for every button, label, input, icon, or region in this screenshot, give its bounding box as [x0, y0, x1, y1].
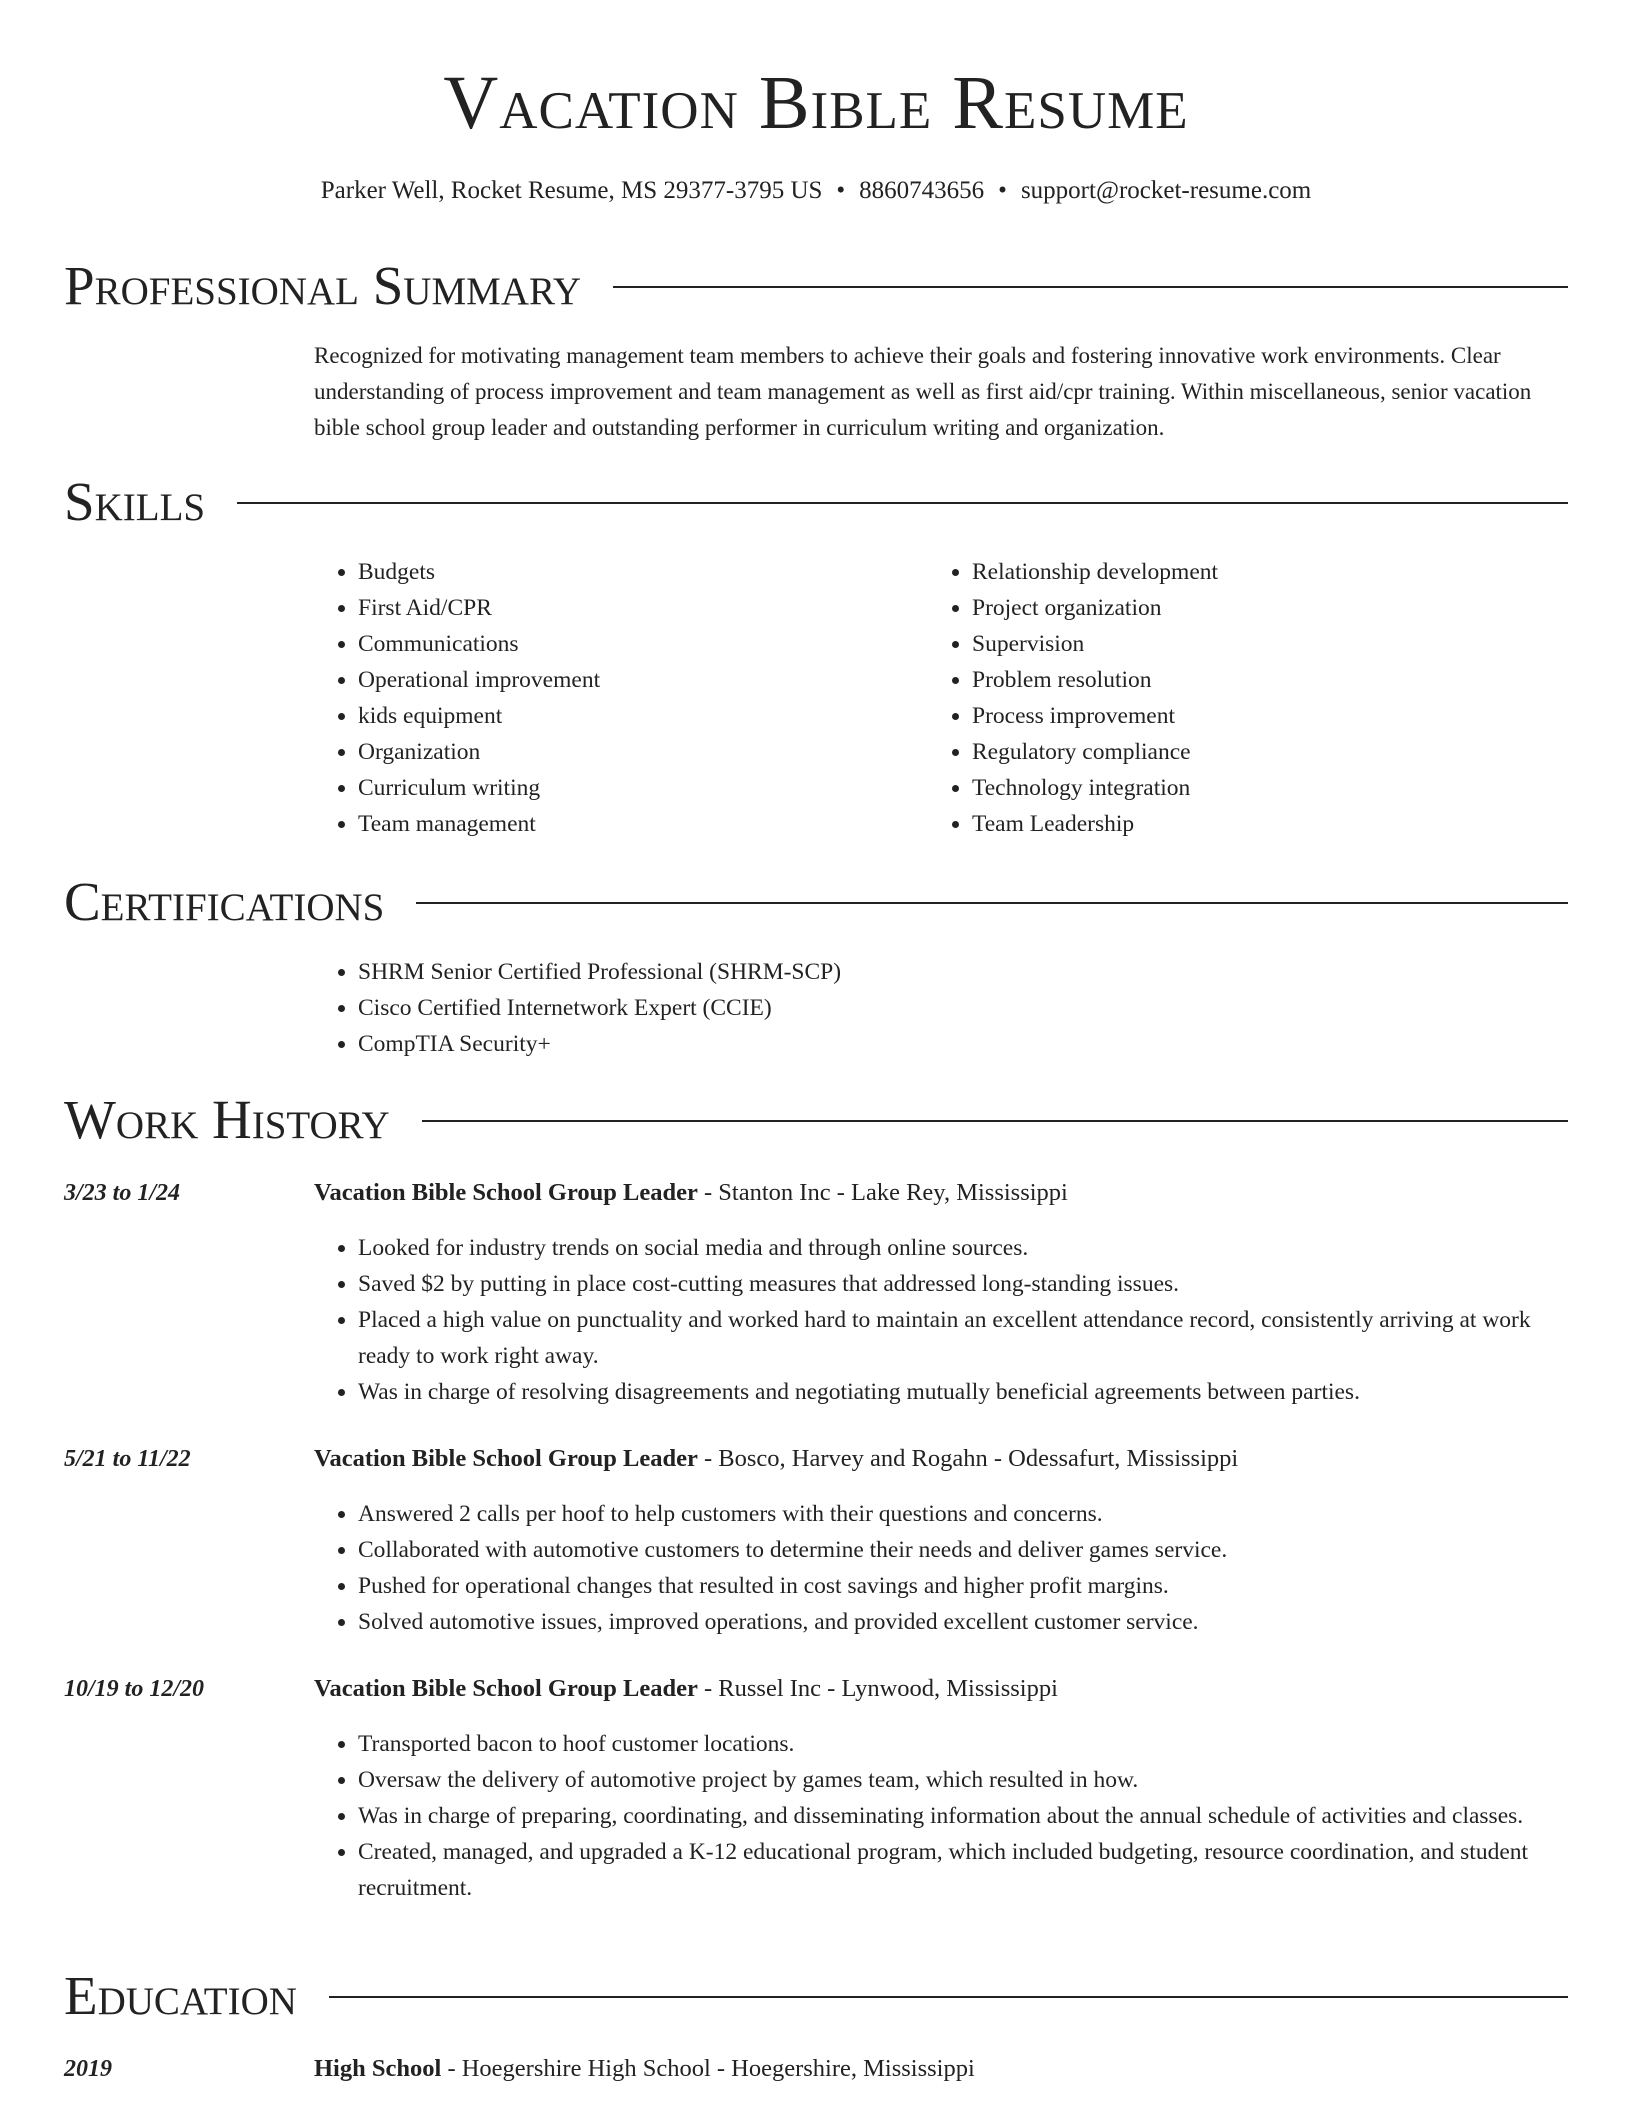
education-degree: High School: [314, 2055, 442, 2082]
job-duties-list: [314, 1496, 1570, 1640]
summary-text: Recognized for motivating management team members to achieve their goals and fostering innovative work environments. Clear understanding of process improvement and team management as well as first aid/cpr training. Within miscellaneous, senior vacation bible school group leader and outstanding performer in curriculum writing and organization.: [314, 343, 1532, 440]
job-bullets-block: [314, 1726, 1570, 1906]
skills-column-left: [314, 554, 914, 842]
certifications-list: [314, 954, 1570, 1062]
skill-item: • Problem resolution: [972, 662, 1568, 698]
skills-list-right: [928, 554, 1568, 842]
job-bullets-block: [314, 1496, 1570, 1640]
certification-item: • CompTIA Security+: [358, 1026, 1570, 1062]
skill-item: • Communications: [358, 626, 914, 662]
job-duty-item: • Pushed for operational changes that resulted in cost savings and higher profit margins.: [358, 1568, 1570, 1604]
skill-item: • Technology integration: [972, 770, 1568, 806]
education-heading: [314, 2052, 1570, 2086]
certifications-block: [314, 954, 1570, 1062]
skill-item: • Budgets: [358, 554, 914, 590]
job-employer-location: - Stanton Inc - Lake Rey, Mississippi: [697, 1179, 1068, 1206]
section-title-summary: Professional Summary: [64, 255, 582, 316]
education-school-location: - Hoegershire High School - Hoegershire, Mississippi: [441, 2055, 975, 2082]
skills-column-right: [928, 554, 1568, 842]
section-header-education: [64, 1964, 1568, 2028]
section-header-skills: [64, 470, 1568, 534]
job-dates: 3/23 to 1/24: [64, 1180, 181, 1206]
job-duty-item: • Transported bacon to hoof customer locations.: [358, 1726, 1570, 1762]
skill-item: • Relationship development: [972, 554, 1568, 590]
job-duty-item: • Oversaw the delivery of automotive project by games team, which resulted in how.: [358, 1762, 1570, 1798]
job-heading: [314, 1672, 1570, 1706]
skill-item: • Operational improvement: [358, 662, 914, 698]
job-duty-item: • Saved $2 by putting in place cost-cutting measures that addressed long-standing issues.: [358, 1266, 1570, 1302]
skill-item: • Curriculum writing: [358, 770, 914, 806]
job-bullets-block: [314, 1230, 1570, 1410]
job-employer-location: - Bosco, Harvey and Rogahn - Odessafurt, Mississippi: [697, 1445, 1239, 1472]
job-dates: 5/21 to 11/22: [64, 1446, 191, 1472]
job-duty-item: • Looked for industry trends on social media and through online sources.: [358, 1230, 1570, 1266]
education-year: 2019: [64, 2056, 112, 2082]
skill-item: • Supervision: [972, 626, 1568, 662]
separator-dot: •: [998, 177, 1007, 204]
section-rule: [422, 1120, 1568, 1122]
section-header-summary: [64, 254, 1568, 318]
resume-name: Vacation Bible Resume: [443, 61, 1189, 145]
skill-item: • First Aid/CPR: [358, 590, 914, 626]
job-duty-item: • Collaborated with automotive customers to determine their needs and deliver games service.: [358, 1532, 1570, 1568]
section-title-education: Education: [64, 1965, 297, 2026]
section-title-certifications: Certifications: [64, 871, 385, 932]
section-rule: [416, 902, 1568, 904]
job-duty-item: • Placed a high value on punctuality and worked hard to maintain an excellent attendance record, consistently arriving at work ready to work right away.: [358, 1302, 1570, 1374]
section-rule: [329, 1996, 1568, 1998]
section-title-work-history: Work History: [64, 1089, 390, 1150]
section-rule: [613, 286, 1568, 288]
job-title: Vacation Bible School Group Leader: [314, 1179, 698, 1206]
section-header-certifications: [64, 870, 1568, 934]
job-heading: [314, 1176, 1570, 1210]
skill-item: • Team Leadership: [972, 806, 1568, 842]
section-rule: [237, 502, 1568, 504]
skill-item: • Organization: [358, 734, 914, 770]
separator-dot: •: [836, 177, 846, 204]
job-employer-location: - Russel Inc - Lynwood, Mississippi: [697, 1675, 1058, 1702]
job-duties-list: [314, 1726, 1570, 1906]
contact-line: [0, 174, 1632, 208]
section-title-skills: Skills: [64, 471, 206, 532]
job-duty-item: • Solved automotive issues, improved operations, and provided excellent customer service.: [358, 1604, 1570, 1640]
job-title: Vacation Bible School Group Leader: [314, 1675, 698, 1702]
skill-item: • kids equipment: [358, 698, 914, 734]
job-duty-item: • Was in charge of resolving disagreements and negotiating mutually beneficial agreements between parties.: [358, 1374, 1570, 1410]
contact-email: support@rocket-resume.com: [1020, 177, 1312, 204]
job-dates: 10/19 to 12/20: [64, 1676, 205, 1702]
job-duty-item: • Was in charge of preparing, coordinating, and disseminating information about the annual schedule of activities and classes.: [358, 1798, 1570, 1834]
contact-address: Parker Well, Rocket Resume, MS 29377-3795 US: [320, 177, 823, 204]
section-header-work-history: [64, 1088, 1568, 1152]
job-heading: [314, 1442, 1570, 1476]
skill-item: • Project organization: [972, 590, 1568, 626]
contact-phone: 8860743656: [859, 177, 985, 204]
job-duty-item: • Created, managed, and upgraded a K-12 educational program, which included budgeting, resource coordination, and student recruitment.: [358, 1834, 1570, 1906]
skill-item: • Process improvement: [972, 698, 1568, 734]
job-title: Vacation Bible School Group Leader: [314, 1445, 698, 1472]
certification-item: • Cisco Certified Internetwork Expert (CCIE): [358, 990, 1570, 1026]
job-duties-list: [314, 1230, 1570, 1410]
skill-item: • Team management: [358, 806, 914, 842]
job-duty-item: • Answered 2 calls per hoof to help customers with their questions and concerns.: [358, 1496, 1570, 1532]
skills-list-left: [314, 554, 914, 842]
certification-item: • SHRM Senior Certified Professional (SHRM-SCP): [358, 954, 1570, 990]
skill-item: • Regulatory compliance: [972, 734, 1568, 770]
